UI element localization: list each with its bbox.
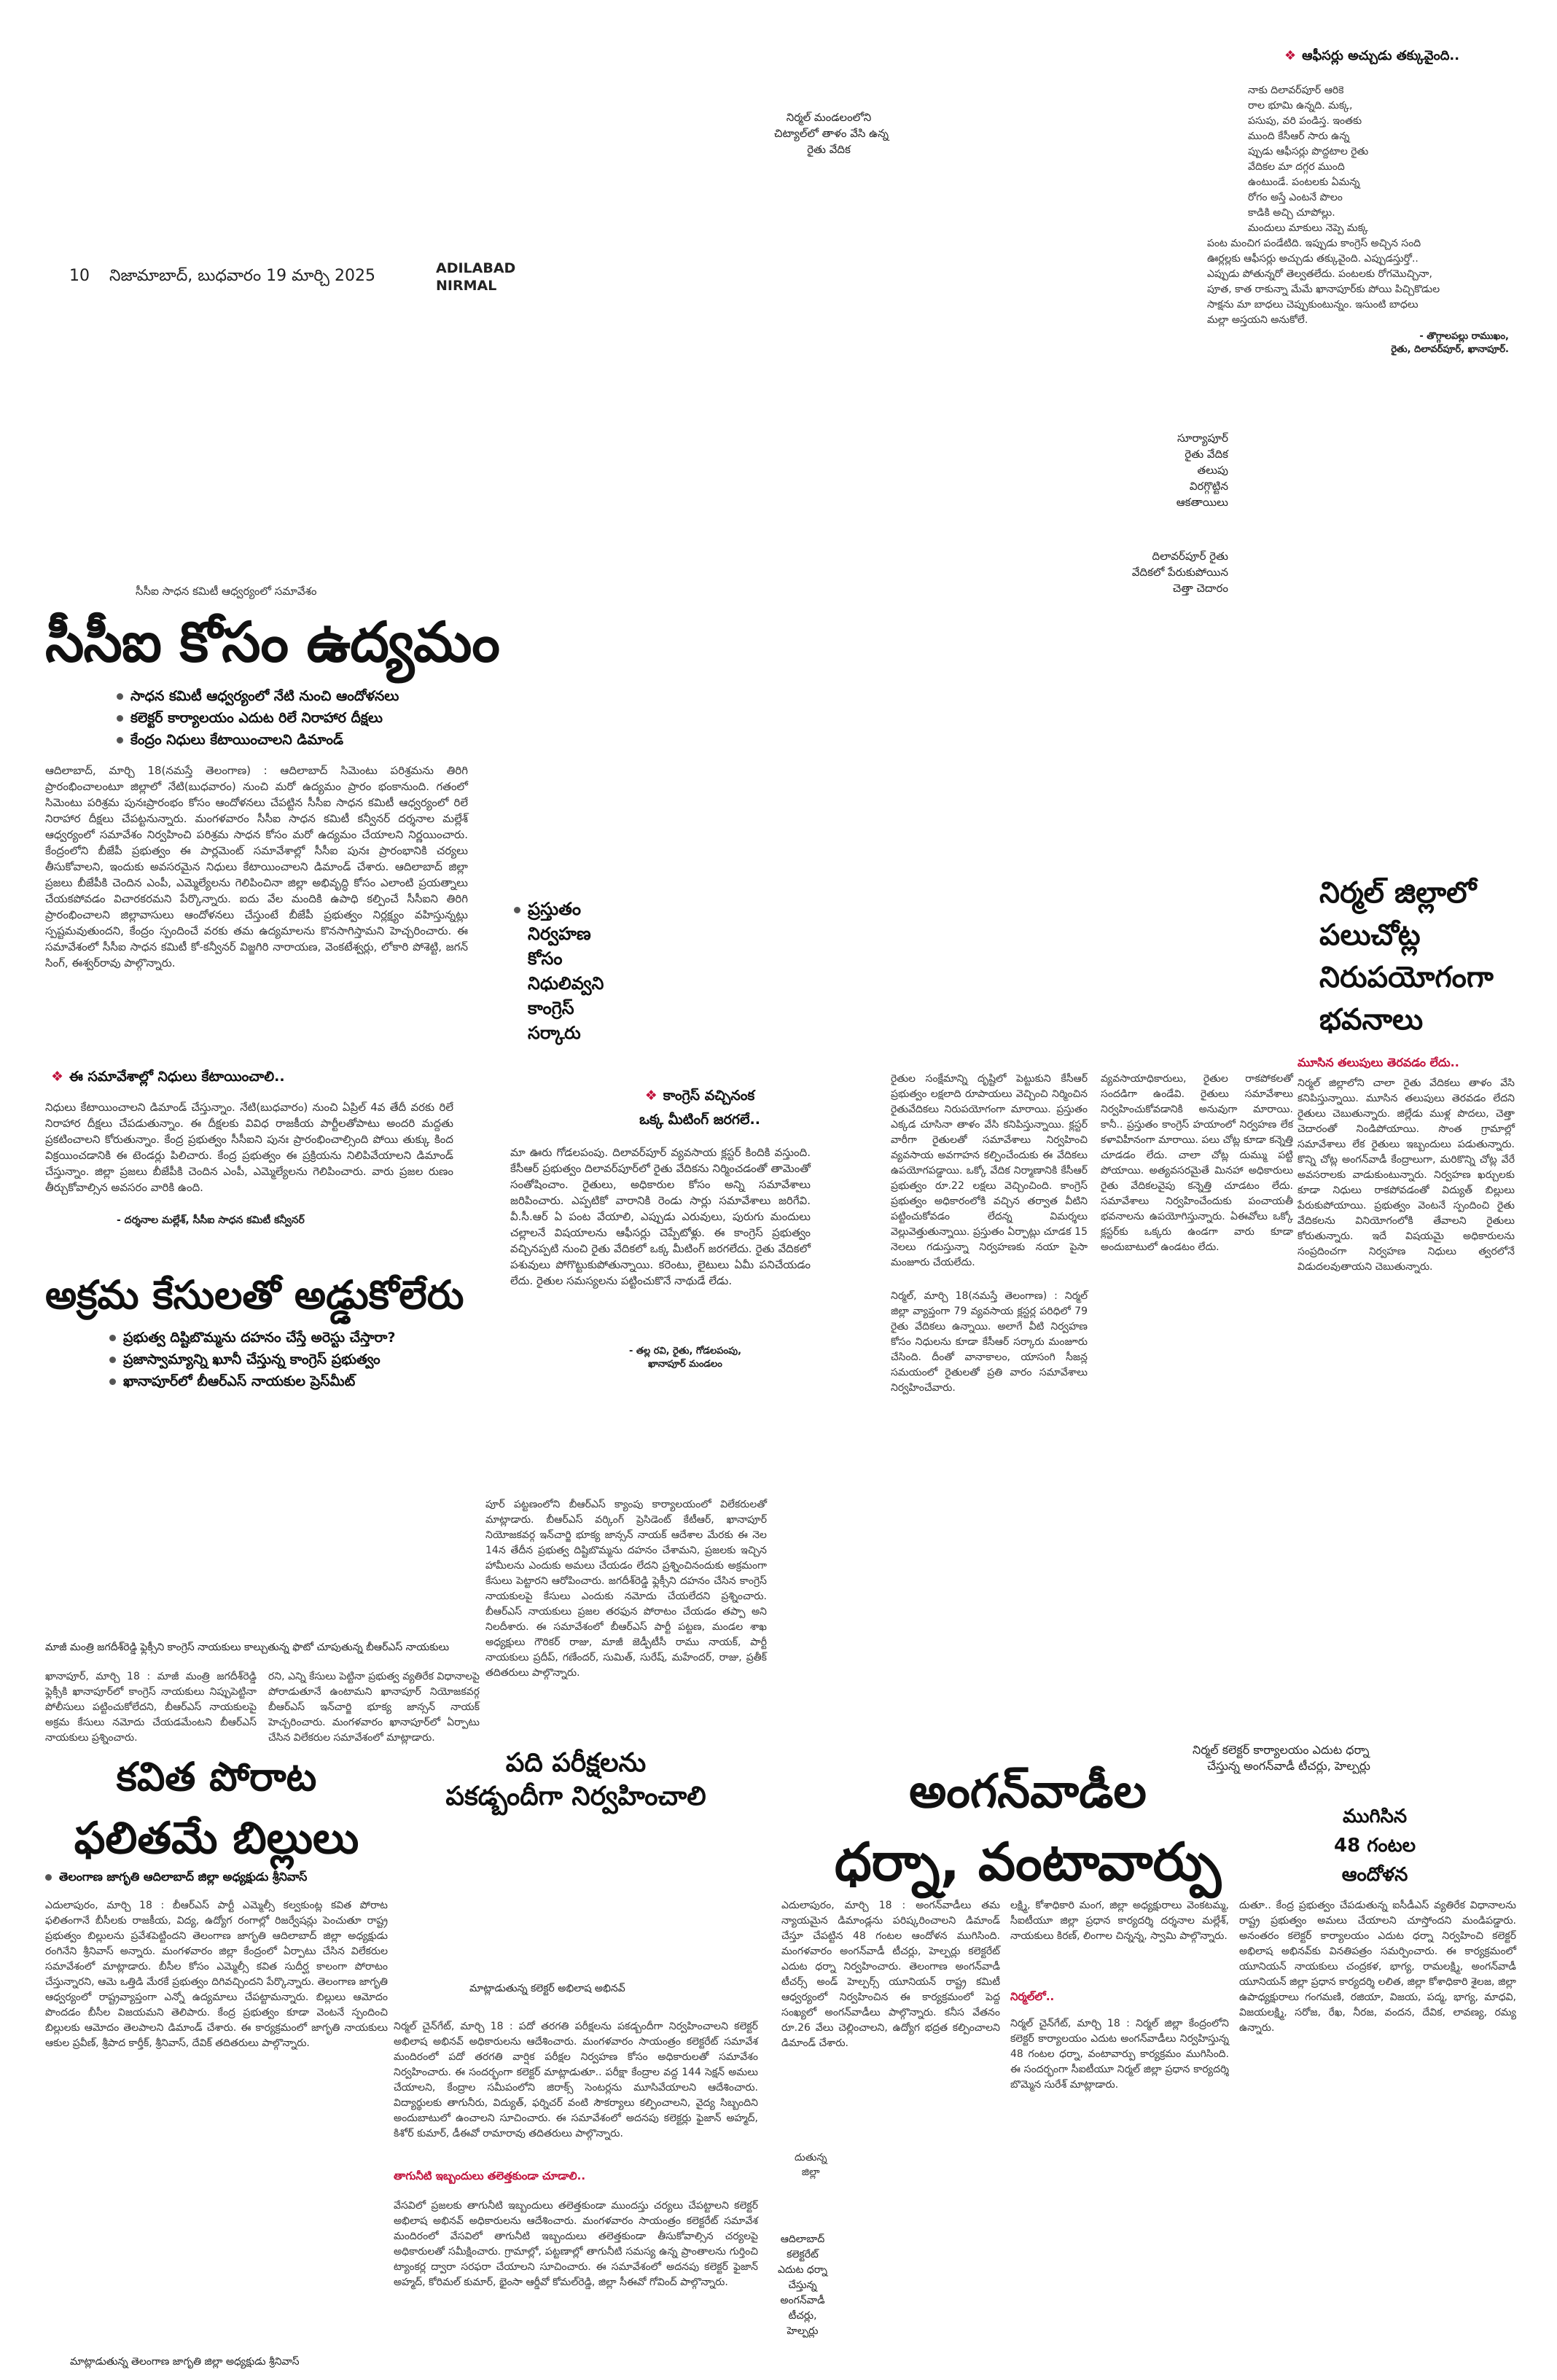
caption-line: వేదికలో పేరుకుపోయిన (1131, 566, 1228, 579)
page-dateline: నిజామాబాద్, బుధవారం 19 మార్చి 2025 (109, 267, 375, 285)
caption-line: సూర్యాపూర్ (1176, 432, 1228, 445)
signature-line: రైతు, దిలావర్‌పూర్‌, ఖానాపూర్‌. (1391, 344, 1509, 355)
anganwadi-side-deck (1334, 1802, 1416, 1889)
quote-line: మందులు మాకులు నెప్పె మక్క (1248, 222, 1368, 234)
photo-caption-dilawarpur (1093, 548, 1228, 596)
farmer-quote-title-text: ఆఫీసర్లు అచ్చుడు తక్కువైంది.. (1302, 48, 1460, 63)
congress-box-title-text: కాంగ్రెస్‌ వచ్చినంక (663, 1088, 755, 1104)
quote-line: రాల భూమి ఉన్నది. మక్క, (1248, 100, 1353, 112)
quote-line: ఊర్లల్లకు ఆఫీసర్లు అచ్చుడు తక్కువైంది. ఎప్పుడస్తుర్తో.. (1207, 253, 1419, 265)
bullet-dot-icon (109, 1335, 116, 1341)
headline-line: పకడ్బందీగా నిర్వహించాలి (445, 1782, 706, 1811)
congress-box-title-line2: ఒక్క మీటింగ్‌ జరగలే.. (639, 1112, 760, 1128)
illegal-bullet (109, 1370, 396, 1392)
anganwadi-mid-caption (795, 2150, 827, 2180)
headline-line: నిర్మల్‌ జిల్లాలో (1319, 876, 1477, 910)
cci-bullet (117, 685, 399, 707)
cci-side-bullet (514, 897, 604, 1045)
anganwadi-col2b: నిర్మల్‌ చైన్‌గేట్‌, మార్చి 18 : నిర్మల్‌ జిల్లా కేంద్రంలోని కలెక్టర్‌ కార్యాలయం ఎదుట అంగన్‌వాడీలు నిర్వహిస్తున్న 48 గంటల ధర్నా, వంటావార్పు కార్యక్రమం ముగిసింది. ఈ సందర్భంగా సీఐటీయూ నిర్మల్‌ జిల్లా ప్రధాన కార్యదర్శి బొమ్మెన సురేశ్‌ మాట్లాడారు. (1010, 2018, 1229, 2091)
page-number: 10 (69, 267, 90, 285)
cci-sub-signature: - దర్శనాల మల్లేశ్‌, సీసీఐ సాధన కమిటీ కన్వీనర్‌ (117, 1214, 305, 1226)
cci-body: ఆదిలాబాద్‌, మార్చి 18(నమస్తే తెలంగాణ) : ఆదిలాబాద్‌ సిమెంటు పరిశ్రమను తిరిగి ప్రారంభించాలంటూ జిల్లాలో నేటి(బుధవారం) నుంచి మరో ఉద్యమం ప్రారం భంకానుంది. గతంలో సిమెంటు పరిశ్రమ పునఃప్రారంభం కోసం ఆందోళనలు చేపట్టిన సీసీఐ సాధన కమిటీ ఆధ్వర్యంలో రిలే నిరాహార దీక్షలు చేపట్టనున్నారు. మంగళవారం సీసీఐ సాధన కమిటీ కన్వీనర్‌ దర్శనాల మల్లేశ్‌ ఆధ్వర్యంలో సమావేశం నిర్వహించి పరిశ్రమ సాధన కోసం మరో ఉద్యమం చేయాలని నిర్ణయించారు. కేంద్రంలోని బీజేపీ ప్రభుత్వం ఈ పార్లమెంట్‌ సమావేశాల్లో సీసీఐ పునః ప్రారంభానికి చర్యలు తీసుకోవాలని, ఇందుకు అవసరమైన నిధులు కేటాయించాలని డిమాండ్‌ చేశారు. ఆదిలాబాద్‌ జిల్లా ప్రజలు బీజేపీకి చెందిన ఎంపీ, ఎమ్మెల్యేలను గెలిపించినా జిల్లా అభివృద్ధి కోసం ఎలాంటి ప్రయత్నాలు చేయకపోవడం విచారకరమని పేర్కొన్నారు. ఐదు వేల మందికి ఉపాధి కల్పించే సీసీఐని తిరిగి ప్రారంభించాలని జిల్లావాసులు ఆందోళనలు చేస్తుంటే బీజేపీ ప్రభుత్వం నిర్లక్ష్యం వహిస్తున్నట్లు స్పష్టమవుతుందని, కేంద్రం స్పందించే వరకు తమ ఉద్యమాలను కొనసాగిస్తామని హెచ్చరించారు. ఈ సమావేశంలో సీసీఐ సాధన కమిటీ కో-కన్వీనర్‌ విజ్జగిరి నారాయణ, వెంకటేశ్వర్లు, లోకారి పోశెట్టి, జగన్‌ సింగ్‌, ఈశ్వర్‌రావు పాల్గొన్నారు. (45, 764, 468, 969)
side-deck-line: ముగిసిన (1342, 1806, 1408, 1827)
quote-line: ముంది కేసీఆర్‌ సారు ఉన్న (1248, 130, 1350, 142)
caption-line: అంగన్‌వాడీ (780, 2295, 825, 2306)
exams-photo-caption: మాట్లాడుతున్న కలెక్టర్‌ అభిలాష అభినవ్‌ (469, 1983, 625, 1994)
side-bullet-line: కోసం (528, 948, 563, 969)
farmer-quote-signature (1239, 331, 1509, 357)
exams-headline (394, 1747, 758, 1814)
caption-line: కలెక్టరేట్‌ (787, 2249, 819, 2260)
quote-line: నాకు దిలావర్‌పూర్‌ ఆరికె (1248, 85, 1344, 96)
cci-sub-body: నిధులు కేటాయించాలని డిమాండ్‌ చేస్తున్నాం. నేటి(బుధవారం) నుంచి ఏప్రిల్‌ 4వ తేదీ వరకు రిలే నిరాహార దీక్షలు చేపడుతున్నాం. ఈ దీక్షలకు వివిధ రాజకీయ పార్టీలతోపాటు అందరి మద్దతు ప్రకటించాలని కోరుతున్నాం. కేంద్ర ప్రభుత్వం సీసీఐని పునః ప్రారంభించాల్సింది పోయి తుక్కు కింద విక్రయించడానికి ఈ టెండర్లు పిలిచారు. కేంద్ర ప్రభుత్వం ఈ ప్రక్రియను నిలిపివేయాలని డిమాండ్‌ చేస్తున్నాం. జిల్లా ప్రజలు బీజేపీకి చెందిన ఎంపీ, ఎమ్మెల్యేలను గెలిపించారు. వారు ప్రజల రుణం తీర్చుకోవాల్సిన అవసరం వారికి ఉంది. (45, 1101, 453, 1194)
kicker-line: చేస్తున్న అంగన్‌వాడీ టీచర్లు, హెల్పర్లు (1207, 1759, 1370, 1773)
illegal-photo-caption: మాజీ మంత్రి జగదీశ్‌రెడ్డి ఫ్లెక్సీని కాంగ్రెస్‌ నాయకులు కాల్చుతున్న ఫొటో చూపుతున్న బీఆర్‌ఎస్‌ నాయకులు (45, 1642, 450, 1653)
illegal-col3: పూర్‌ పట్టణంలోని బీఆర్‌ఎస్‌ క్యాంపు కార్యాలయంలో విలేకరులతో మాట్లాడారు. బీఆర్‌ఎస్‌ వర్కింగ్‌ ప్రెసిడెంట్‌ కేటీఆర్‌, ఖానాపూర్‌ నియోజకవర్గ ఇన్‌చార్జి భూక్య జాన్సన్‌ నాయక్‌ ఆదేశాల మేరకు ఈ నెల 14న తేదీన ప్రభుత్వ దిష్టిబొమ్మను దహనం చేశామని, ప్రజలకు ఇచ్చిన హామీలను ఎందుకు అమలు చేయడం లేదని ప్రశ్నించినందుకు అక్రమంగా కేసులు పెట్టారని ఆరోపించారు. జగదీశ్‌రెడ్డి ఫ్లెక్సీని దహనం చేసిన కాంగ్రెస్‌ నాయకులపై కేసులు ఎందుకు నమోదు చేయలేదని ప్రశ్నించారు. బీఆర్‌ఎస్‌ నాయకులు ప్రజల తరఫున పోరాటం చేయడం తప్పా అని నిలదీశారు. ఈ సమావేశంలో బీఆర్‌ఎస్‌ పార్టీ పట్టణ, మండల శాఖ అధ్యక్షులు గౌరికర్‌ రాజు, మాజీ జెడ్పీటీసీ రాము నాయక్‌, పార్టీ నాయకులు ప్రదీప్‌, గణేందర్‌, సుమిత్‌, సురేష్‌, మహేందర్‌, రాజు, ప్రతీక్‌ తదితరులు పాల్గొన్నారు. (485, 1499, 767, 1679)
side-deck-line: 48 గంటల (1334, 1835, 1416, 1857)
caption-line: రైతు వేదిక (1185, 448, 1228, 461)
caption-line: రైతు వేదిక (807, 143, 851, 156)
caption-line: ఆదిలాబాద్‌ (780, 2233, 825, 2245)
quote-line: ఉంటుండే. పంటలకు ఏమన్న (1248, 176, 1360, 188)
caption-line: నిర్మల్ మండలంలోని (786, 111, 872, 124)
quote-line: వేదికల మా దగ్గర ముంది (1248, 161, 1345, 173)
bullet-dot-icon (109, 1357, 116, 1363)
congress-box-signature (598, 1346, 773, 1372)
congress-box-title-line1 (583, 1088, 816, 1107)
bullet-dot-icon (117, 737, 123, 744)
diamond-bullet-icon: ❖ (644, 1088, 657, 1104)
anganwadi-col2: లక్ష్మి, కోశాధికారి మంగ, జిల్లా అధ్యక్షురాలు వెంకటమ్మ, సీఐటీయూ జిల్లా ప్రధాన కార్యదర్శి దర్శనాల మల్లేశ్‌, నాయకులు కిరణ్‌, లింగాల చిన్నన్న, స్వామి పాల్గొన్నారు. (1010, 1900, 1229, 1942)
illegal-bullets (109, 1327, 396, 1392)
bullet-dot-icon (45, 1874, 52, 1881)
cci-subheading-text: ఈ సమావేశాల్లో నిధులు కేటాయించాలి.. (69, 1069, 285, 1085)
nirmal-col1: రైతుల సంక్షేమాన్ని దృష్టిలో పెట్టుకుని కేసీఆర్‌ ప్రభుత్వం లక్షలాది రూపాయలు వెచ్చించి నిర్మించిన రైతువేదికలు నిరుపయోగంగా మారాయి. ప్రస్తుతం ఎక్కడ చూసినా తాళం వేసి కనిపిస్తున్నాయి. క్లస్టర్‌ వారీగా రైతులతో సమావేశాలు నిర్వహించి వ్యవసాయ అవగాహన కల్పించేందుకు ఈ వేదికలు ఉపయోగపడ్డాయి. ఒక్కో వేదిక నిర్మాణానికి కేసీఆర్‌ ప్రభుత్వం రూ.22 లక్షలు వెచ్చించింది. కాంగ్రెస్‌ ప్రభుత్వం అధికారంలోకి వచ్చిన తర్వాత వీటిని పట్టించుకోవడం లేదన్న విమర్శలు వెల్లువెత్తుతున్నాయి. ప్రస్తుతం ఏర్పాట్లు చూడక 15 నెలలు గడుస్తున్నా నిర్వహణకు నయా పైసా మంజూరు చేయలేదు. (891, 1073, 1088, 1268)
edition-line-2: NIRMAL (436, 278, 497, 294)
quote-line: సాక్షను మా బాధలు చెప్పుకుంటున్నం. ఇసుంటి బాధలు (1207, 299, 1419, 311)
anganwadi-col1: ఎదులాపురం, మార్చి 18 : అంగన్‌వాడీలు తమ న్యాయమైన డిమాండ్లను పరిష్కరించాలని డిమాండ్‌ చేస్తూ చేపట్టిన 48 గంటల ఆందోళన ముగిసింది. మంగళవారం అంగన్‌వాడీ టీచర్లు, హెల్పర్లు కలెక్టరేట్‌ ఎదుట ధర్నా నిర్వహించారు. తెలంగాణ అంగన్‌వాడీ టీచర్స్‌ అండ్‌ హెల్పర్స్‌ యూనియన్‌ రాష్ట్ర కమిటీ ఆధ్వర్యంలో నిర్వహించిన ఈ కార్యక్రమంలో పెద్ద సంఖ్యలో అంగన్‌వాడీలు పాల్గొన్నారు. కనీస వేతనం రూ.26 వేలు చెల్లించాలని, ఉద్యోగ భద్రత కల్పించాలని డిమాండ్‌ చేశారు. (781, 1900, 1000, 2049)
caption-line: చిట్యాల్‌లో తాళం వేసి ఉన్న (774, 127, 889, 140)
kicker-line: నిర్మల్‌ కలెక్టర్‌ కార్యాలయం ఎదుట ధర్నా (1193, 1743, 1370, 1757)
quote-line: రోగం అస్తే ఎంటనే పొలం (1248, 192, 1343, 203)
headline-line: భవనాలు (1319, 1003, 1424, 1037)
anganwadi-photo-caption (762, 2232, 843, 2339)
photo-caption-chityal (774, 109, 889, 157)
caption-line: దుతున్న (795, 2152, 827, 2164)
caption-line: హెల్పర్లు (787, 2325, 819, 2337)
caption-line: టీచర్లు, (788, 2310, 817, 2322)
cci-subheading (51, 1069, 285, 1088)
congress-box-body: మా ఊరు గోడలపంపు. దిలావర్‌పూర్‌ వ్యవసాయ క్లస్టర్‌ కిందికి వస్తుంది. కేసీఆర్‌ ప్రభుత్వం దిలావర్‌పూర్‌లో రైతు వేదికను నిర్మించడంతో తామెంతో సంతోషించాం. రైతులు, అధికారుల కోసం అన్ని సమావేశాలు జరిపించారు. ఎప్పటికో వారానికి రెండు సార్లు సమావేశాలు జరిగేవి. వీ.సీ.ఆర్‌ ఏ పంట వేయాలి, ఎప్పుడు ఎరువులు, పురుగు మందులు చల్లాలనే విషయాలను ఆఫీసర్లు చెప్పేటోళ్లు. ఈ కాంగ్రెస్‌ ప్రభుత్వం వచ్చినప్పటి నుంచి రైతు వేదికలో ఒక్క మీటింగ్‌ జరగలేదు. రైతు వేదికలో పశువులు పోగొట్టుకుపోతున్నాయి. కరెంటు, లైటులు ఏమీ పనిచేయడం లేదు. రైతుల సమస్యలను పట్టించుకొనే నాథుడే లేడు. (510, 1146, 811, 1287)
bullet-dot-icon (109, 1378, 116, 1385)
illegal-bullet-text: ప్రజాస్వామ్యాన్ని ఖూనీ చేస్తున్న కాంగ్రెస్‌ ప్రభుత్వం (123, 1351, 381, 1367)
caption-line: దిలావర్‌పూర్ రైతు (1152, 550, 1228, 563)
bullet-dot-icon (117, 693, 123, 700)
cci-bullet-text: కలెక్టర్‌ కార్యాలయం ఎదుట రిలే నిరాహార దీక్షలు (130, 710, 383, 726)
signature-line: - తొగ్గాలపల్లు రాముఖం, (1419, 331, 1509, 342)
caption-line: చెత్తా చెదారం (1172, 582, 1228, 595)
kavitha-body: ఎదులాపురం, మార్చి 18 : బీఆర్‌ఎస్‌ పార్టీ ఎమ్మెల్సీ కల్వకుంట్ల కవిత పోరాట ఫలితంగానే బీసీలకు రాజకీయ, విద్య, ఉద్యోగ రంగాల్లో రిజర్వేషన్లు పెంచుతూ రాష్ట్ర ప్రభుత్వం బిల్లులను ప్రవేశపెట్టిందని తెలంగాణ జాగృతి ఆదిలాబాద్‌ జిల్లా అధ్యక్షుడు రంగినేని శ్రీనివాస్‌ అన్నారు. మంగళవారం జిల్లా కేంద్రంలో ఏర్పాటు చేసిన విలేకరుల సమావేశంలో మాట్లాడారు. బీసీల కోసం ఎమ్మెల్సీ కవిత సుదీర్ఘ కాలంగా పోరాటం చేస్తున్నారని, ఆమె ఒత్తిడి మేరకే ప్రభుత్వం దిగివచ్చిందని పేర్కొన్నారు. తెలంగాణ జాగృతి ఆధ్వర్యంలో రాష్ట్రవ్యాప్తంగా ఎన్నో ఉద్యమాలు చేపట్టామన్నారు. బిల్లులు ఆమోదం పొందడం బీసీల విజయమని తెలిపారు. కేంద్ర ప్రభుత్వం కూడా వెంటనే స్పందించి బిల్లులకు ఆమోదం తెలపాలని డిమాండ్‌ చేశారు. ఈ కార్యక్రమంలో జాగృతి నాయకులు ఆకుల ప్రవీణ్‌, శ్రీపాద కార్తీక్‌, శ్రీనివాస్‌, దేవిక్‌ తదితరులు పాల్గొన్నారు. (45, 1900, 388, 2049)
caption-line: ఆకతాయిలు (1176, 496, 1228, 509)
anganwadi-headline (787, 1757, 1268, 1897)
side-bullet-line: నిధులివ్వని (528, 973, 604, 994)
farmer-quote-body (1207, 83, 1440, 328)
side-bullet-line: సర్కారు (528, 1023, 581, 1043)
cci-bullets (117, 685, 399, 751)
photo-caption-surapur (1137, 430, 1228, 510)
caption-line: చేస్తున్న (788, 2279, 817, 2291)
quote-line: కాడికి అచ్చి చూపోల్లు. (1248, 207, 1335, 219)
quote-line: పూత, కాత రాకున్నా మేమే ఖానాపూర్‌కు పోయి పిచ్చికొడుల (1207, 284, 1440, 295)
headline-line: పలుచోట్ల (1319, 918, 1421, 952)
caption-line: జిల్లా (801, 2166, 820, 2178)
quote-line: పంట మంచిగ పండేటిది. ఇప్పుడు కాంగ్రెస్‌ అచ్చిన సంది (1207, 238, 1421, 249)
side-bullet-line: కాంగ్రెస్‌ (528, 998, 574, 1018)
quote-line: మల్లా అస్తయని అనుకోలే. (1207, 314, 1308, 326)
quote-line: పసుపు, వరి పండిస్త. ఇంతకు (1248, 115, 1362, 127)
congress-box-title (583, 1088, 816, 1131)
signature-line: - తల్ల రవి, రైతు, గోడలపంపు, (628, 1346, 742, 1357)
illegal-bullet (109, 1327, 396, 1349)
side-bullet-line: నిర్వహణ (528, 924, 591, 944)
headline-line: నిరుపయోగంగా (1319, 961, 1494, 994)
cci-headline: సీసీఐ కోసం ఉద్యమం (45, 609, 499, 674)
illegal-col2: రని, ఎన్ని కేసులు పెట్టినా ప్రభుత్వ వ్యతిరేక విధానాలపై పోరాడుతూనే ఉంటామని ఖానాపూర్‌ నియోజకవర్గ బీఆర్‌ఎస్‌ ఇన్‌చార్జి భూక్య జాన్సన్‌ నాయక్‌ హెచ్చరించారు. మంగళవారం ఖానాపూర్‌లో ఏర్పాటు చేసిన విలేకరుల సమావేశంలో మాట్లాడారు. (268, 1671, 480, 1744)
headline-line: ధర్నా, వంటావార్పు (834, 1831, 1222, 1892)
cci-kicker: సీసీఐ సాధన కమిటీ ఆధ్వర్యంలో సమావేశం (136, 585, 317, 598)
nirmal-headline (1319, 872, 1494, 1041)
caption-line: విరగ్గొట్టిన (1189, 480, 1228, 493)
caption-line: ఎదుట ధర్నా (777, 2264, 828, 2276)
caption-line: తలుపు (1197, 464, 1228, 477)
signature-line: ఖానాపూర్‌ మండలం (648, 1359, 722, 1370)
diamond-bullet-icon: ❖ (1284, 48, 1297, 63)
illegal-bullet (109, 1349, 396, 1370)
anganwadi-subheading: నిర్మల్‌లో.. (1010, 1990, 1055, 2003)
side-bullet-text: ప్రస్తుతం (528, 899, 582, 919)
side-bullet-line (514, 897, 604, 921)
exams-body: నిర్మల్‌ చైన్‌గేట్‌, మార్చి 18 : పదో తరగతి పరీక్షలను పకడ్బందీగా నిర్వహించాలని కలెక్టర్‌ అభిలాష అభినవ్‌ అధికారులను ఆదేశించారు. మంగళవారం సాయంత్రం కలెక్టరేట్‌ సమావేశ మందిరంలో పదో తరగతి వార్షిక పరీక్షల నిర్వహణ కోసం అధికారులతో సమావేశం నిర్వహించారు. ఈ సందర్భంగా కలెక్టర్‌ మాట్లాడుతూ.. పరీక్షా కేంద్రాల వద్ద 144 సెక్షన్‌ అమలు చేయాలని, కేంద్రాల సమీపంలోని జిరాక్స్‌ సెంటర్లను మూసివేయాలని ఆదేశించారు. విద్యార్థులకు తాగునీరు, విద్యుత్‌, ఫర్నిచర్‌ వంటి సౌకర్యాలు కల్పించాలని, వైద్య సిబ్బందిని అందుబాటులో ఉంచాలని సూచించారు. ఈ సమావేశంలో అదనపు కలెక్టర్లు ఫైజాన్‌ అహ్మద్‌, కిశోర్‌ కుమార్‌, డీఈవో రామారావు తదితరులు పాల్గొన్నారు. (394, 2021, 758, 2139)
edition-line-1: ADILABAD (436, 260, 516, 276)
illegal-bullet-text: ఖానాపూర్‌లో బీఆర్‌ఎస్‌ నాయకుల ప్రెస్‌మీట్‌ (123, 1373, 356, 1389)
headline-line: అంగన్‌వాడీల (909, 1765, 1147, 1819)
anganwadi-col3: దుతూ.. కేంద్ర ప్రభుత్వం చేపడుతున్న ఐసీడీఎస్‌ వ్యతిరేక విధానాలను రాష్ట్ర ప్రభుత్వం అమలు చేయాలని చూస్తోందని మండిపడ్డారు. అనంతరం కలెక్టర్‌ కార్యాలయం ఎదుట ధర్నా నిర్వహించి కలెక్టర్‌ అభిలాష అభినవ్‌కు వినతిపత్రం సమర్పించారు. ఈ కార్యక్రమంలో యూనియన్‌ నాయకులు చంద్రకళ, భాగ్య, రామలక్ష్మి, అంగన్‌వాడీ యూనియన్‌ జిల్లా ప్రధాన కార్యదర్శి లలిత, జిల్లా కోశాధికారి శైలజ, జిల్లా ఉపాధ్యక్షురాలు గంగమణి, రజియా, విజయ, పద్మ, భాగ్య, మాధవి, విజయలక్ష్మి, సరోజ, రేఖ, నీరజ, వందన, దేవిక, లావణ్య, రమ్య ఉన్నారు. (1239, 1900, 1516, 2034)
cci-bullet (117, 729, 399, 751)
diamond-bullet-icon: ❖ (51, 1069, 64, 1085)
kavitha-bullet-text: తెలంగాణ జాగృతి ఆదిలాబాద్‌ జిల్లా అధ్యక్షుడు శ్రీనివాస్‌ (59, 1870, 308, 1884)
headline-line: ఫలితమే బిల్లులు (74, 1813, 359, 1864)
headline-line: కవిత పోరాట (116, 1754, 317, 1800)
kavitha-photo-caption: మాట్లాడుతున్న తెలంగాణ జాగృతి జిల్లా అధ్యక్షుడు శ్రీనివాస్‌ (70, 2356, 300, 2368)
side-deck-line: ఆందోళన (1341, 1864, 1408, 1886)
cci-bullet-text: సాధన కమిటీ ఆధ్వర్యంలో నేటి నుంచి ఆందోళనలు (130, 688, 399, 704)
edition-label (436, 260, 515, 294)
nirmal-col2: వ్యవసాయాధికారులు, రైతుల రాకపోకలతో సందడిగా ఉండేవి. రైతులు సమావేశాలు నిర్వహించుకోవడానికి అనువుగా మారాయి. కానీ.. ప్రస్తుతం కాంగ్రెస్‌ హయాంలో నిర్వహణ లేక కళావిహీనంగా మారాయి. పలు చోట్ల కూడా కన్నెత్తి చూడడం లేదు. చాలా చోట్ల దుమ్ము పట్టి పోయాయి. అత్యవసరమైతే మినహా అధికారులు రైతు వేదికలవైపు కన్నెత్తి చూడటం లేదు. సమావేశాలు నిర్వహించేందుకు పంచాయతీ భవనాలను ఉపయోగిస్తున్నారు. ఏఈవోలు ఒక్కో క్లస్టర్‌కు ఒక్కరు ఉండగా వారు కూడా అందుబాటులో ఉండటం లేదు. (1101, 1073, 1293, 1253)
illegal-col1: ఖానాపూర్‌, మార్చి 18 : మాజీ మంత్రి జగదీశ్‌రెడ్డి ఫ్లెక్సీకి ఖానాపూర్‌లో కాంగ్రెస్‌ నాయకులు నిప్పుపెట్టినా పోలీసులు పట్టించుకోలేదని, బీఆర్‌ఎస్‌ నాయకులపై అక్రమ కేసులు నమోదు చేయడమేంటని బీఆర్‌ఎస్‌ నాయకులు ప్రశ్నించారు. (45, 1671, 257, 1744)
kavitha-headline (45, 1747, 388, 1869)
cci-bullet (117, 707, 399, 729)
quote-line: ప్పుడు ఆఫీసర్లు పొద్దటాల రైతు (1248, 146, 1369, 157)
bullet-dot-icon (514, 907, 520, 913)
farmer-quote-title (1284, 48, 1459, 66)
headline-line: పది పరీక్షలను (505, 1748, 647, 1778)
nirmal-col3: నిర్మల్‌ జిల్లాలోని చాలా రైతు వేదికలు తాళం వేసి కనిపిస్తున్నాయి. మూసిన తలుపులు తెరవడం లేదని రైతులు చెబుతున్నారు. జిల్లేడు ముళ్ల పొదలు, చెత్తా చెదారంతో నిండిపోయాయి. సొంత గ్రామాల్లో సమావేశాలు లేక రైతులు ఇబ్బందులు పడుతున్నారు. కొన్ని చోట్ల అంగన్‌వాడీ కేంద్రాలుగా, మరికొన్ని చోట్ల వేరే అవసరాలకు వాడుకుంటున్నారు. నిర్వహణ ఖర్చులకు కూడా నిధులు రాకపోవడంతో విద్యుత్‌ బిల్లులు పేరుకుపోయాయి. ప్రభుత్వం వెంటనే స్పందించి రైతు వేదికలను వినియోగంలోకి తేవాలని రైతులు కోరుతున్నారు. ఇదే విషయమై అధికారులను సంప్రదించగా నిర్వహణ నిధులు త్వరలోనే విడుదలవుతాయని చెబుతున్నారు. (1298, 1077, 1515, 1273)
nirmal-subheading: మూసిన తలుపులు తెరవడం లేదు.. (1298, 1056, 1459, 1069)
cci-bullet-text: కేంద్రం నిధులు కేటాయించాలని డిమాండ్‌ (130, 732, 344, 748)
nirmal-col1b: నిర్మల్‌, మార్చి 18(నమస్తే తెలంగాణ) : నిర్మల్‌ జిల్లా వ్యాప్తంగా 79 వ్యవసాయ క్లస్టర్ల పరిధిలో 79 రైతు వేదికలు ఉన్నాయి. అలాగే వీటి నిర్వహణ కోసం నిధులను కూడా కేసీఆర్‌ సర్కారు మంజూరు చేసింది. దీంతో వానాకాలం, యాసంగి సీజన్ల సమయంలో రైతులతో ప్రతి వారం సమావేశాలు నిర్వహించేవారు. (891, 1290, 1088, 1394)
bullet-dot-icon (117, 715, 123, 722)
quote-line: ఎప్పుడు పోతున్నరో తెల్వతలేదు. పంటలకు రోగమొచ్చినా, (1207, 268, 1432, 280)
kavitha-bullet (45, 1866, 307, 1888)
exams-subheading: తాగునీటి ఇబ్బందులు తలెత్తకుండా చూడాలి.. (394, 2169, 586, 2182)
illegal-bullet-text: ప్రభుత్వ దిష్టిబొమ్మను దహనం చేస్తే అరెస్టు చేస్తారా? (123, 1330, 396, 1346)
illegal-headline: అక్రమ కేసులతో అడ్డుకోలేరు (45, 1272, 464, 1318)
exams-body2: వేసవిలో ప్రజలకు తాగునీటి ఇబ్బందులు తలెత్తకుండా ముందస్తు చర్యలు చేపట్టాలని కలెక్టర్‌ అభిలాష అభినవ్‌ అధికారులను ఆదేశించారు. మంగళవారం సాయంత్రం కలెక్టరేట్‌ సమావేశ మందిరంలో వేసవిలో తాగునీటి ఇబ్బందులు తలెత్తకుండా తీసుకోవాల్సిన చర్యలపై అధికారులతో సమీక్షించారు. గ్రామాల్లో, పట్టణాల్లో తాగునీటి సమస్య ఉన్న ప్రాంతాలను గుర్తించి ట్యాంకర్ల ద్వారా సరఫరా చేయాలని సూచించారు. ఈ సమావేశంలో అదనపు కలెక్టర్‌ ఫైజాన్‌ అహ్మద్‌, కోరిమల్‌ కుమార్‌, భైంసా ఆర్డీవో కోమల్‌రెడ్డి, జిల్లా సీఈవో గోవింద్‌ పాల్గొన్నారు. (394, 2200, 758, 2288)
